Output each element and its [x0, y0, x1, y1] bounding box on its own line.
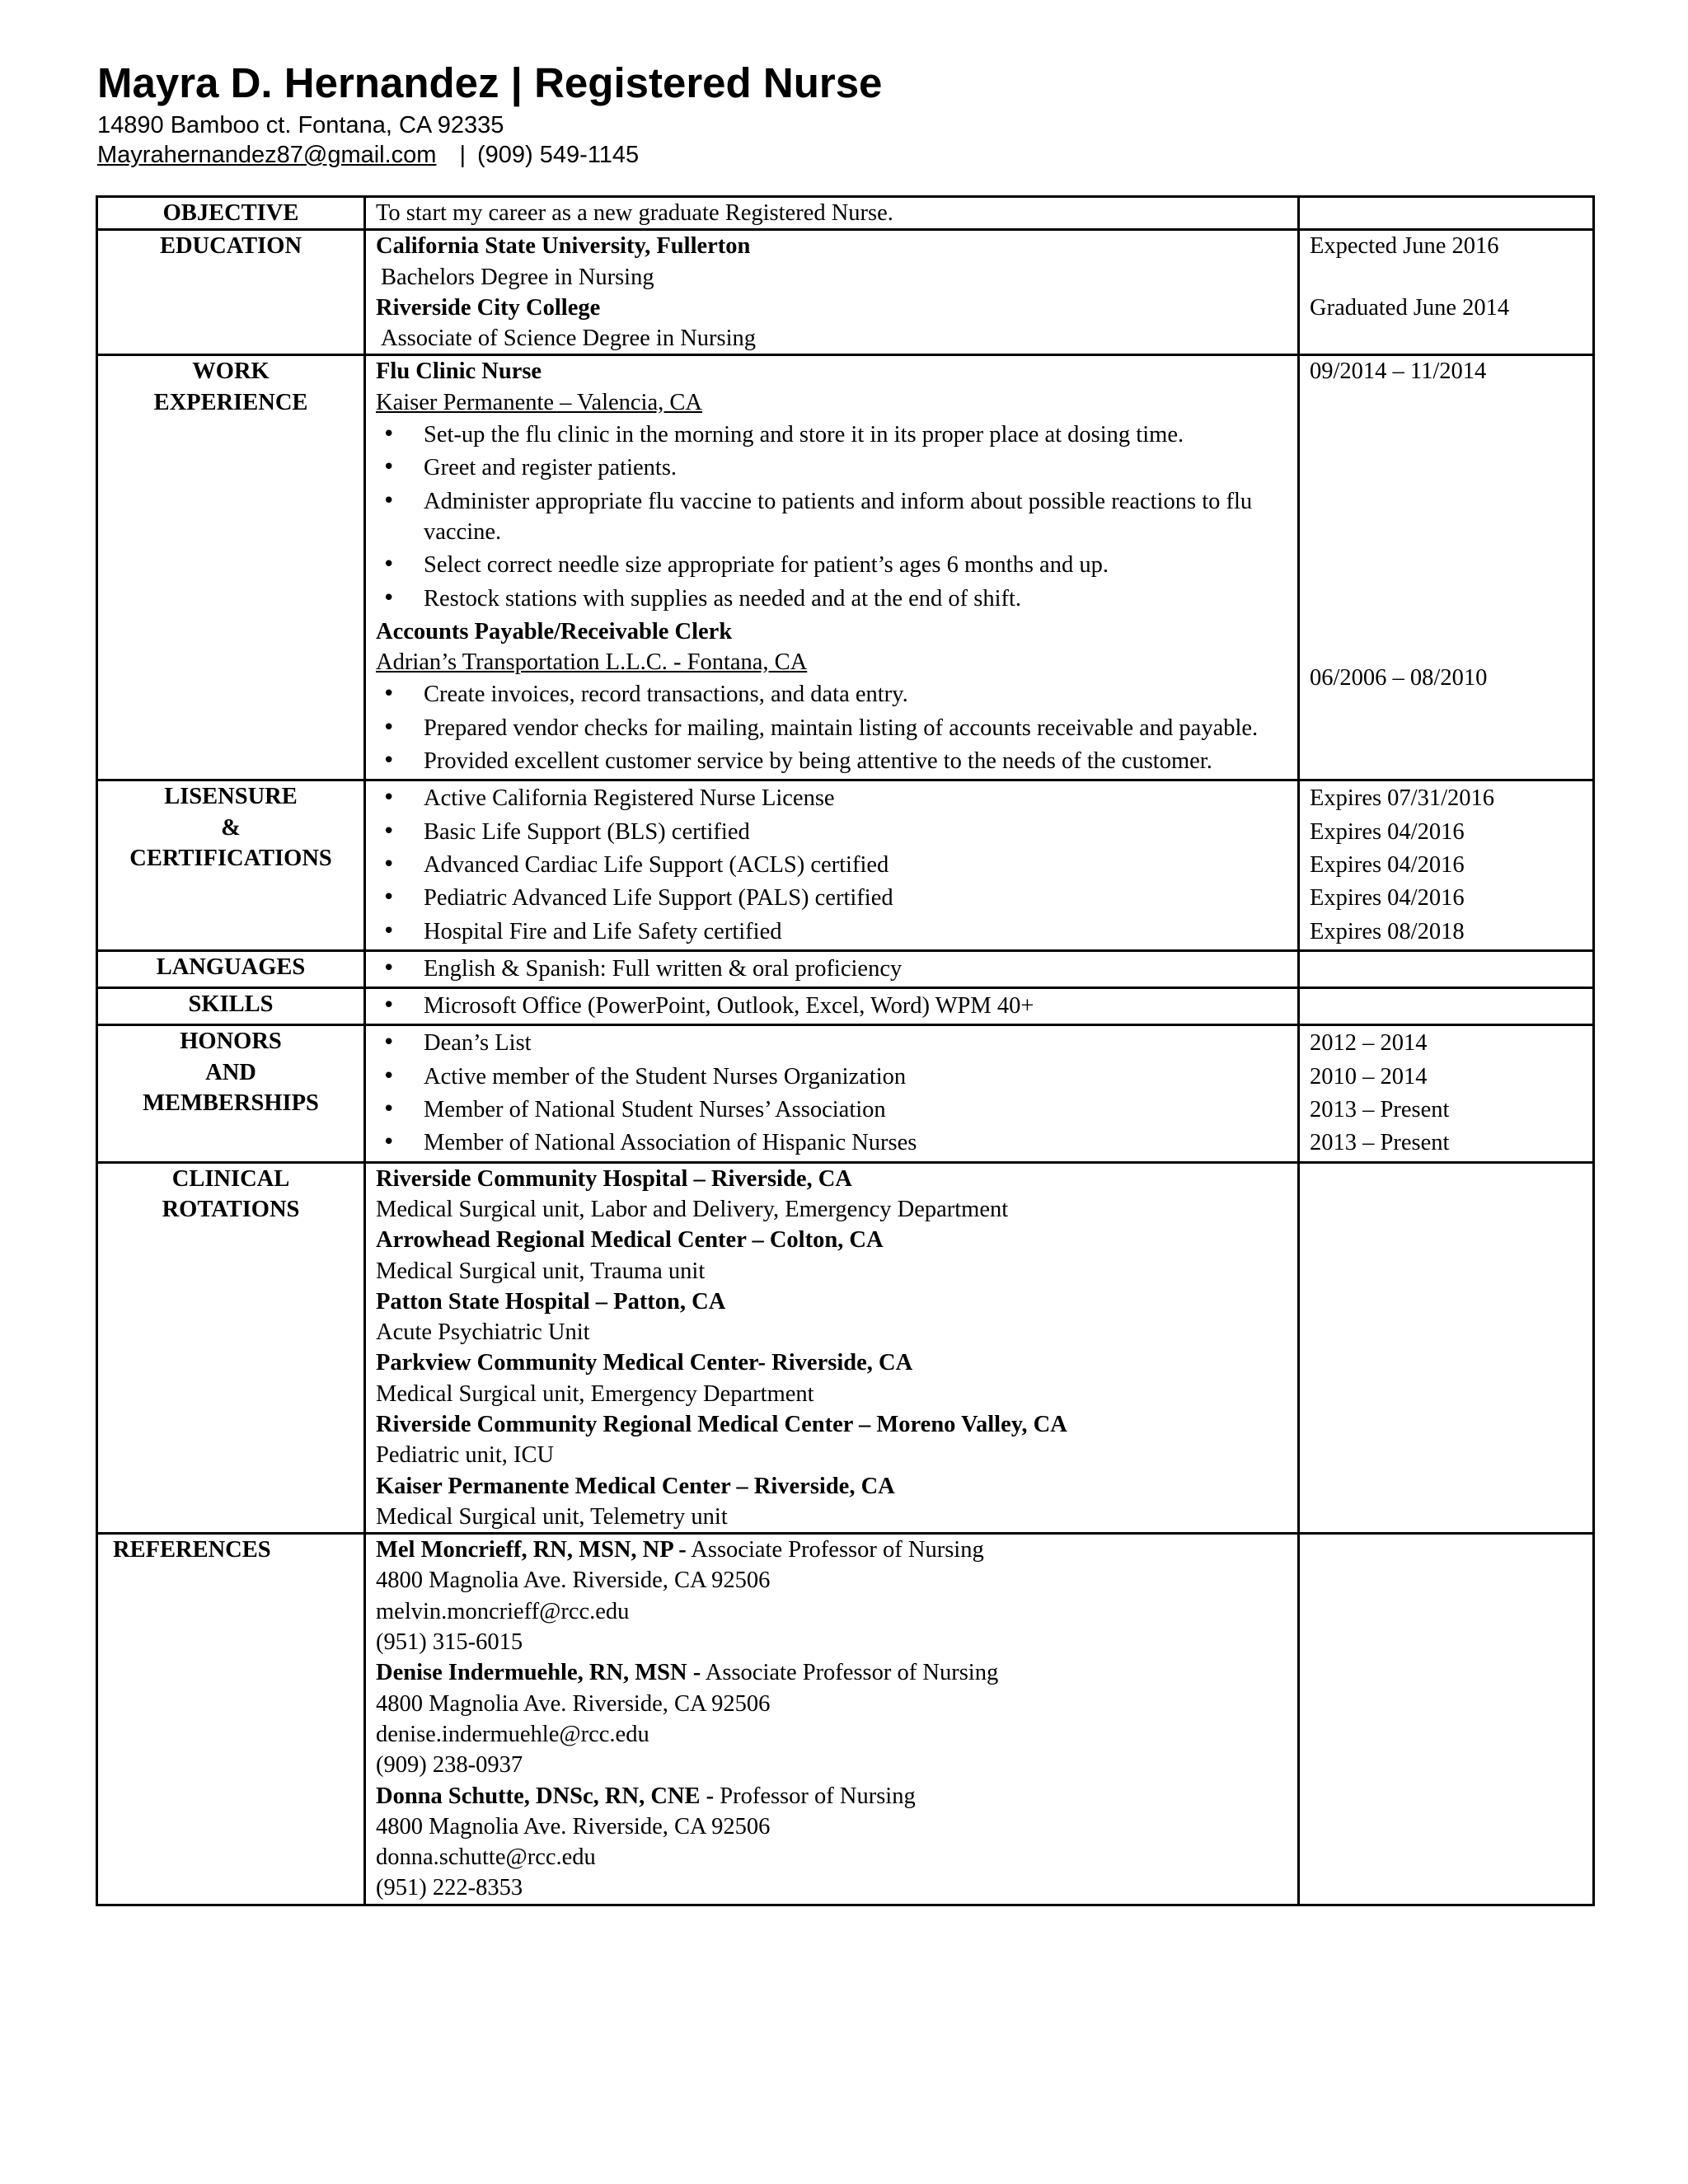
licensure-list: [376, 783, 1287, 946]
reference-email[interactable]: denise.indermuehle@rcc.edu: [376, 1721, 649, 1747]
clinical-units: Medical Surgical unit, Telemetry unit: [376, 1503, 728, 1530]
license-item: • Active California Registered Nurse License: [376, 783, 1287, 813]
languages-label: LANGUAGES: [97, 950, 365, 987]
objective-date-cell: [1299, 197, 1594, 230]
clinical-site: Riverside Community Regional Medical Center – Moreno Valley, CA: [376, 1411, 1067, 1437]
school-degree: Associate of Science Degree in Nursing: [381, 326, 757, 352]
honor-date: 2010 – 2014: [1310, 1063, 1428, 1090]
languages-list: [376, 954, 1287, 984]
honor-date: 2013 – Present: [1310, 1097, 1450, 1123]
honors-dates: [1299, 1025, 1594, 1162]
honors-label-line: HONORS: [180, 1029, 282, 1055]
job-dates: 09/2014 – 11/2014: [1310, 359, 1487, 385]
job-bullet: • Restock stations with supplies as needed and at the end of shift.: [376, 583, 1287, 614]
education-label: EDUCATION: [97, 230, 365, 355]
job-bullet: • Create invoices, record transactions, and data entry.: [376, 679, 1287, 710]
languages-row: [97, 950, 1594, 987]
job-dates: 06/2006 – 08/2010: [1310, 664, 1488, 691]
job-title: Accounts Payable/Receivable Clerk: [376, 618, 733, 644]
skills-content: [365, 988, 1299, 1025]
references-date-cell: [1299, 1534, 1594, 1905]
reference-name: Mel Moncrieff, RN, MSN, NP -: [376, 1537, 687, 1563]
honors-date-list: [1310, 1028, 1582, 1158]
reference-role: Professor of Nursing: [720, 1783, 916, 1809]
job-bullet: • Greet and register patients.: [376, 452, 1287, 483]
education-dates: [1299, 230, 1594, 355]
objective-label: OBJECTIVE: [97, 197, 365, 230]
honors-row: [97, 1025, 1594, 1162]
reference-heading: [376, 1781, 1287, 1811]
email-link[interactable]: Mayrahernandez87@gmail.com: [97, 142, 437, 168]
clinical-label-line: ROTATIONS: [162, 1196, 300, 1222]
licensure-dates: [1299, 780, 1594, 950]
license-date: Expires 04/2016: [1310, 851, 1465, 878]
clinical-site: Kaiser Permanente Medical Center – Riverside, CA: [376, 1473, 895, 1499]
reference-address: 4800 Magnolia Ave. Riverside, CA 92506: [376, 1568, 771, 1594]
school-name: Riverside City College: [376, 294, 601, 321]
clinical-site: Riverside Community Hospital – Riverside, CA: [376, 1165, 852, 1192]
licensure-row: [97, 780, 1594, 950]
reference-role: Associate Professor of Nursing: [691, 1537, 984, 1563]
license-date: Expires 07/31/2016: [1310, 785, 1495, 812]
job-employer: Kaiser Permanente – Valencia, CA: [376, 389, 702, 415]
languages-content: [365, 950, 1299, 987]
job-employer: Adrian’s Transportation L.L.C. - Fontana, CA: [376, 649, 808, 676]
languages-item: • English & Spanish: Full written & oral proficiency: [376, 954, 1287, 984]
skills-list: [376, 991, 1287, 1021]
job-bullets: [376, 419, 1287, 614]
school-date: Graduated June 2014: [1310, 294, 1510, 321]
honors-label-line: AND: [205, 1059, 256, 1085]
reference-phone: (951) 222-8353: [376, 1875, 523, 1901]
resume-header: [97, 56, 882, 170]
contact-line: [97, 140, 882, 170]
education-content: [365, 230, 1299, 355]
work-label-line: WORK: [192, 359, 270, 385]
job-title: Flu Clinic Nurse: [376, 359, 542, 385]
job-bullet: • Administer appropriate flu vaccine to patients and inform about possible reactions to flu vaccine.: [376, 486, 1287, 548]
honor-item: • Active member of the Student Nurses Organization: [376, 1062, 1287, 1092]
job-bullet: • Select correct needle size appropriate for patient’s ages 6 months and up.: [376, 550, 1287, 580]
reference-heading: [376, 1657, 1287, 1688]
job-bullet: • Prepared vendor checks for mailing, maintain listing of accounts receivable and payable.: [376, 713, 1287, 743]
honor-item: • Member of National Student Nurses’ Association: [376, 1094, 1287, 1125]
name-title: Mayra D. Hernandez | Registered Nurse: [97, 59, 883, 106]
reference-phone: (909) 238-0937: [376, 1752, 523, 1779]
work-label: [97, 355, 365, 780]
honors-content: [365, 1025, 1299, 1162]
honors-label: [97, 1025, 365, 1162]
clinical-units: Medical Surgical unit, Emergency Department: [376, 1380, 814, 1407]
license-item: • Basic Life Support (BLS) certified: [376, 817, 1287, 847]
skills-label: SKILLS: [97, 988, 365, 1025]
work-row: [97, 355, 1594, 780]
clinical-site: Patton State Hospital – Patton, CA: [376, 1288, 726, 1315]
clinical-label-line: CLINICAL: [171, 1165, 290, 1192]
license-date: Expires 08/2018: [1310, 918, 1465, 944]
skills-row: [97, 988, 1594, 1025]
clinical-units: Pediatric unit, ICU: [376, 1442, 555, 1469]
licensure-label-line: &: [221, 814, 241, 841]
clinical-site: Arrowhead Regional Medical Center – Colton, CA: [376, 1227, 884, 1254]
license-date: Expires 04/2016: [1310, 885, 1465, 912]
reference-name: Donna Schutte, DNSc, RN, CNE -: [376, 1783, 715, 1809]
clinical-units: Medical Surgical unit, Trauma unit: [376, 1258, 706, 1284]
work-dates: [1299, 355, 1594, 780]
licensure-label: [97, 780, 365, 950]
clinical-site: Parkview Community Medical Center- Riverside, CA: [376, 1350, 913, 1376]
reference-email[interactable]: melvin.moncrieff@rcc.edu: [376, 1598, 630, 1624]
license-item: • Pediatric Advanced Life Support (PALS) certified: [376, 883, 1287, 913]
honor-date: 2012 – 2014: [1310, 1030, 1428, 1057]
clinical-row: [97, 1162, 1594, 1534]
reference-heading: [376, 1535, 1287, 1565]
honors-label-line: MEMBERSHIPS: [143, 1090, 319, 1117]
licensure-date-list: [1310, 783, 1582, 946]
clinical-units: Medical Surgical unit, Labor and Delivery, Emergency Department: [376, 1196, 1009, 1222]
education-row: [97, 230, 1594, 355]
honor-item: • Member of National Association of Hispanic Nurses: [376, 1127, 1287, 1158]
work-content: [365, 355, 1299, 780]
clinical-date-cell: [1299, 1162, 1594, 1534]
work-label-line: EXPERIENCE: [153, 389, 308, 415]
resume-table: [96, 195, 1595, 1906]
license-date: Expires 04/2016: [1310, 818, 1465, 845]
license-item: • Hospital Fire and Life Safety certified: [376, 916, 1287, 947]
references-row: [97, 1534, 1594, 1905]
job-bullet: • Set-up the flu clinic in the morning and store it in its proper place at dosing time.: [376, 419, 1287, 450]
phone-number: (909) 549-1145: [477, 142, 640, 168]
address: 14890 Bamboo ct. Fontana, CA 92335: [97, 112, 504, 138]
job-bullet: • Provided excellent customer service by being attentive to the needs of the customer.: [376, 746, 1287, 776]
school-date: Expected June 2016: [1310, 233, 1499, 260]
clinical-content: [365, 1162, 1299, 1534]
skills-item: • Microsoft Office (PowerPoint, Outlook, Excel, Word) WPM 40+: [376, 991, 1287, 1021]
licensure-label-line: LISENSURE: [164, 784, 298, 810]
skills-date-cell: [1299, 988, 1594, 1025]
objective-text: To start my career as a new graduate Registered Nurse.: [365, 197, 1299, 230]
languages-date-cell: [1299, 950, 1594, 987]
license-item: • Advanced Cardiac Life Support (ACLS) certified: [376, 850, 1287, 880]
licensure-label-line: CERTIFICATIONS: [129, 845, 332, 871]
objective-row: [97, 197, 1594, 230]
reference-phone: (951) 315-6015: [376, 1629, 523, 1656]
reference-address: 4800 Magnolia Ave. Riverside, CA 92506: [376, 1813, 771, 1840]
references-content: [365, 1534, 1299, 1905]
reference-role: Associate Professor of Nursing: [705, 1660, 999, 1686]
reference-email[interactable]: donna.schutte@rcc.edu: [376, 1844, 596, 1871]
clinical-units: Acute Psychiatric Unit: [376, 1319, 590, 1346]
honor-date: 2013 – Present: [1310, 1130, 1450, 1156]
job-bullets: [376, 679, 1287, 776]
honor-item: • Dean’s List: [376, 1028, 1287, 1058]
reference-address: 4800 Magnolia Ave. Riverside, CA 92506: [376, 1690, 771, 1717]
licensure-content: [365, 780, 1299, 950]
school-name: California State University, Fullerton: [376, 233, 751, 260]
school-degree: Bachelors Degree in Nursing: [381, 264, 654, 290]
references-label: REFERENCES: [97, 1534, 365, 1905]
clinical-label: [97, 1162, 365, 1534]
reference-name: Denise Indermuehle, RN, MSN -: [376, 1660, 701, 1686]
contact-separator: |: [459, 142, 467, 168]
honors-list: [376, 1028, 1287, 1158]
